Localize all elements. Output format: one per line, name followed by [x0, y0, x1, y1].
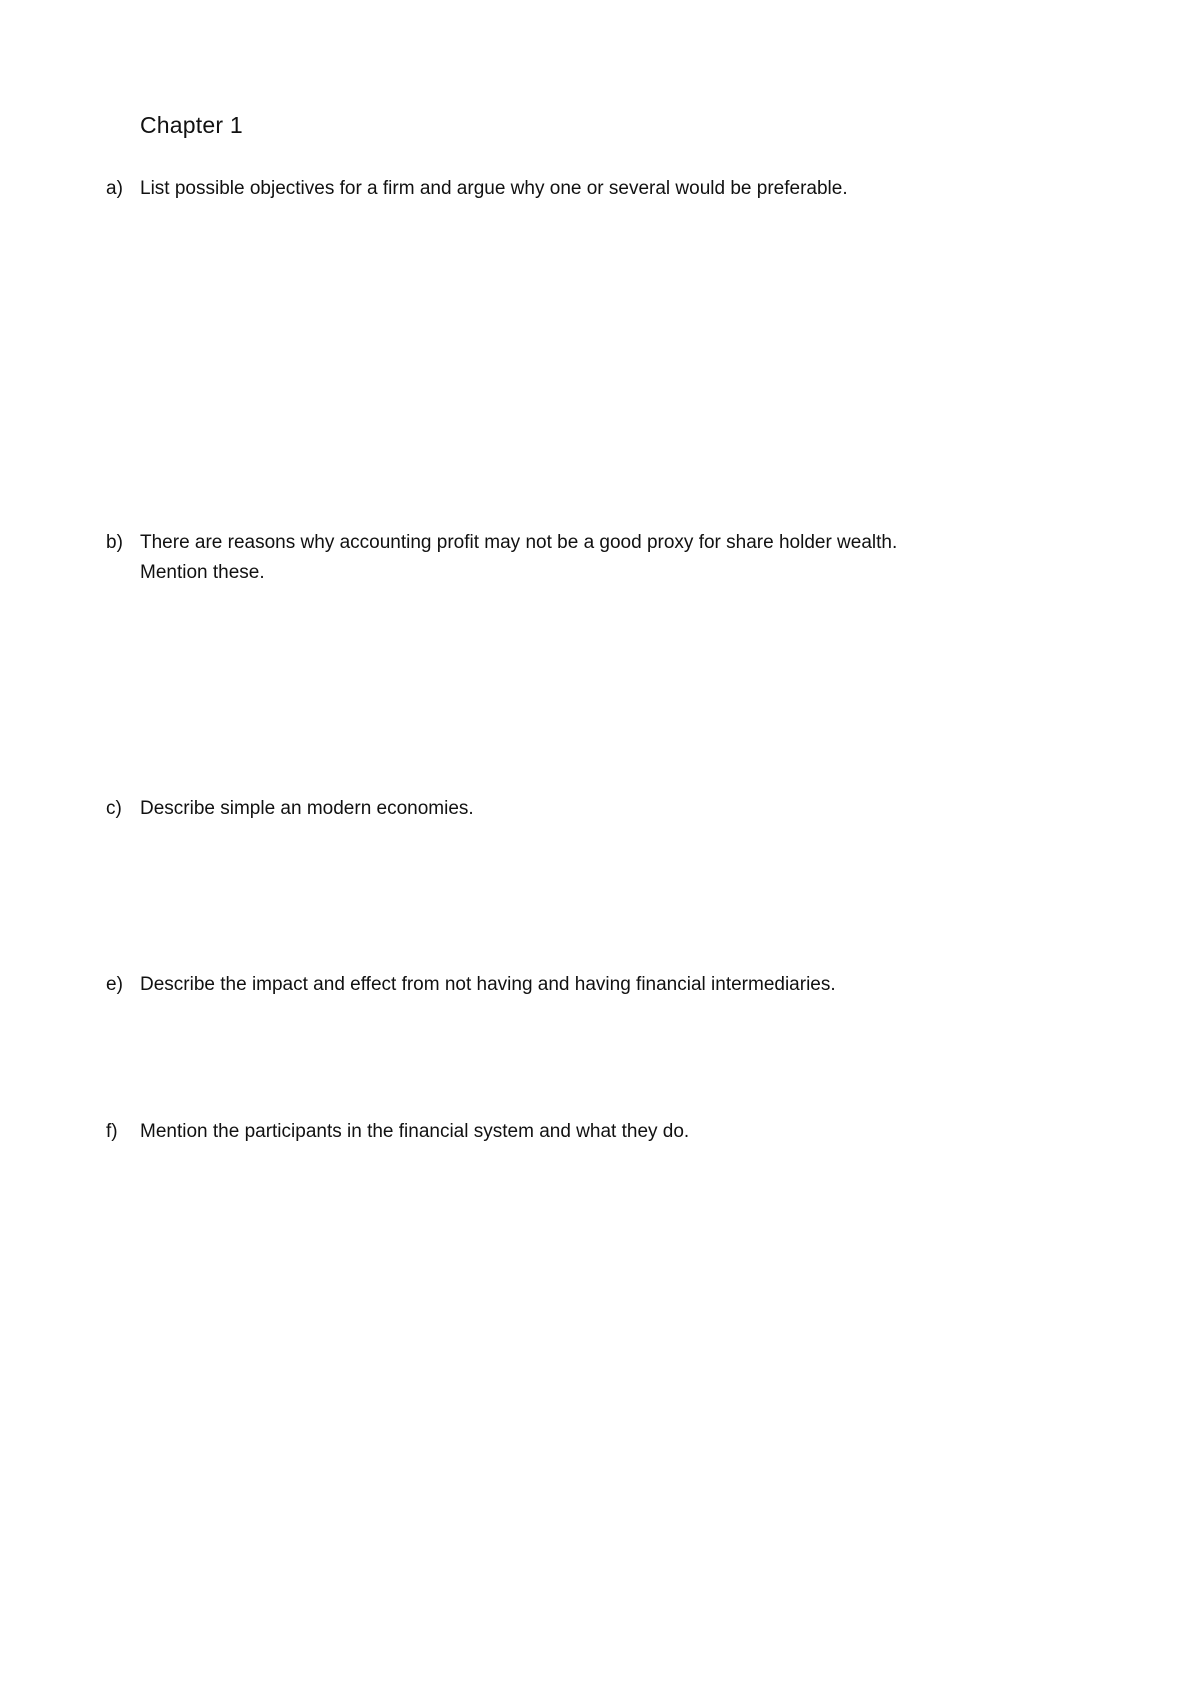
question-text: Describe the impact and effect from not having and having financial intermediaries.	[140, 974, 836, 995]
question-marker: c)	[106, 798, 122, 819]
question-b	[106, 528, 946, 588]
question-text: Mention the participants in the financial system and what they do.	[140, 1121, 690, 1142]
question-text: There are reasons why accounting profit may not be a good proxy for share holder wealth. Mention these.	[140, 532, 898, 583]
chapter-title: Chapter 1	[140, 112, 243, 138]
question-marker: b)	[106, 532, 123, 553]
question-marker: e)	[106, 974, 123, 995]
question-a	[106, 174, 946, 204]
question-c	[106, 794, 946, 824]
question-marker: f)	[106, 1121, 118, 1142]
question-text: Describe simple an modern economies.	[140, 798, 474, 819]
question-text: List possible objectives for a firm and argue why one or several would be preferable.	[140, 178, 848, 199]
question-f	[106, 1117, 946, 1147]
question-marker: a)	[106, 178, 123, 199]
question-e	[106, 970, 946, 1000]
